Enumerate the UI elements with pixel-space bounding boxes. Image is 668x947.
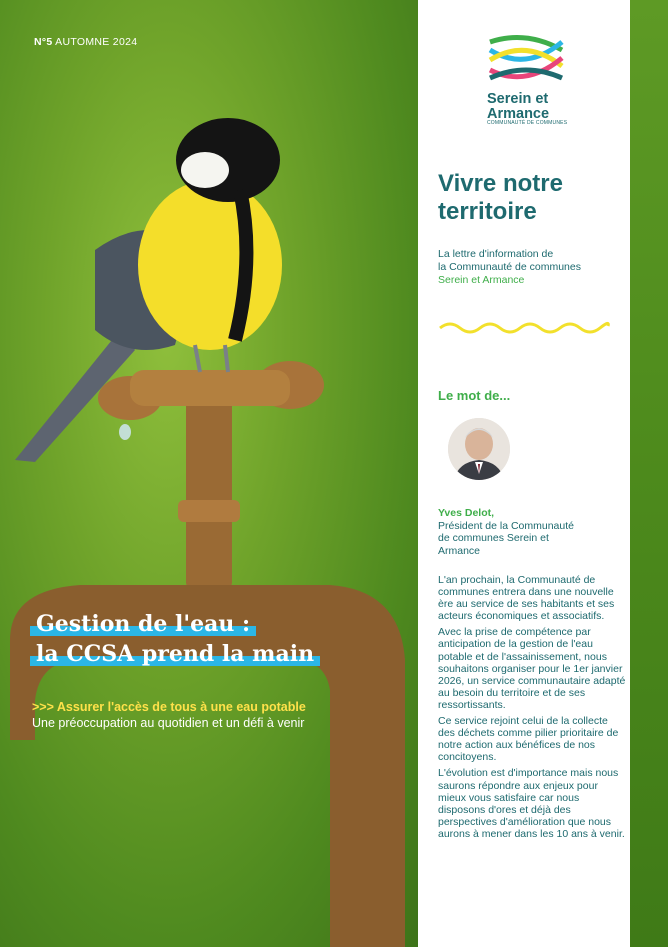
author-portrait xyxy=(448,418,510,480)
serein-armance-logo-icon xyxy=(486,32,566,92)
headline-line-1: Gestion de l'eau : xyxy=(30,608,256,638)
description-line-2: la Communauté de communes xyxy=(438,261,581,273)
issue-season: AUTOMNE 2024 xyxy=(55,36,138,48)
bird-body xyxy=(138,180,282,350)
author-block xyxy=(438,507,628,557)
editorial-paragraph: L'an prochain, la Communauté de communes entrera dans une nouvelle ère au service de ses habitants et ses acteurs économiques et associatifs. xyxy=(438,574,615,623)
publication-title xyxy=(438,170,563,226)
issue-label xyxy=(34,36,137,48)
logo-wordmark xyxy=(487,92,549,122)
author-role-line-2: de communes Serein et xyxy=(438,532,549,544)
author-role-line-3: Armance xyxy=(438,544,481,557)
bird-cheek xyxy=(181,152,229,188)
cover-subtitle-highlight: >>> Assurer l'accès de tous à une eau potable xyxy=(32,700,306,714)
description-line-3: Serein et Armance xyxy=(438,274,525,286)
faucet-collar xyxy=(178,500,240,522)
author-role-line-1: Président de la Communauté xyxy=(438,519,574,532)
faucet-stem xyxy=(186,380,232,590)
logo-name-line-2: Armance xyxy=(487,106,550,122)
mot-de-heading: Le mot de... xyxy=(438,388,511,403)
faucet-handle-bar xyxy=(130,370,290,406)
title-line-1: Vivre notre xyxy=(438,170,563,197)
yellow-wave-divider xyxy=(438,320,610,336)
author-name: Yves Delot, xyxy=(438,507,495,519)
logo-tagline: COMMUNAUTÉ DE COMMUNES xyxy=(487,120,568,126)
issue-number: N°5 xyxy=(34,36,53,48)
publication-description xyxy=(438,248,628,287)
water-drop xyxy=(119,424,131,440)
right-photo-strip xyxy=(630,0,668,947)
title-line-2: territoire xyxy=(438,198,537,225)
cover-headline xyxy=(30,608,668,668)
editorial-paragraph: L'évolution est d'importance mais nous saurons répondre aux enjeux pour mieux vous satisfaire car nous disposons d'ores et déjà des perspectives d'amélioration que nous aurons à mener dans les 10 ans à venir. xyxy=(438,767,625,840)
editorial-panel xyxy=(418,0,630,947)
editorial-paragraph: Avec la prise de compétence par anticipation de la gestion de l'eau potable et de l'assainissement, nous souhaitons organiser pour le 1er janvier 2026, un service communautaire adapté au besoin du territoire et de ses ressortissants. xyxy=(438,626,626,711)
description-line-1: La lettre d'information de xyxy=(438,248,554,260)
headline-line-2: la CCSA prend la main xyxy=(30,638,320,668)
person-portrait-icon xyxy=(448,418,510,480)
logo-name-line-1: Serein et xyxy=(487,91,549,107)
cover-subtitle: Une préoccupation au quotidien et un défi à venir xyxy=(32,716,305,730)
editorial-paragraph: Ce service rejoint celui de la collecte des déchets comme pilier prioritaire de notre action aux bénéfices de nos concitoyens. xyxy=(438,715,619,764)
